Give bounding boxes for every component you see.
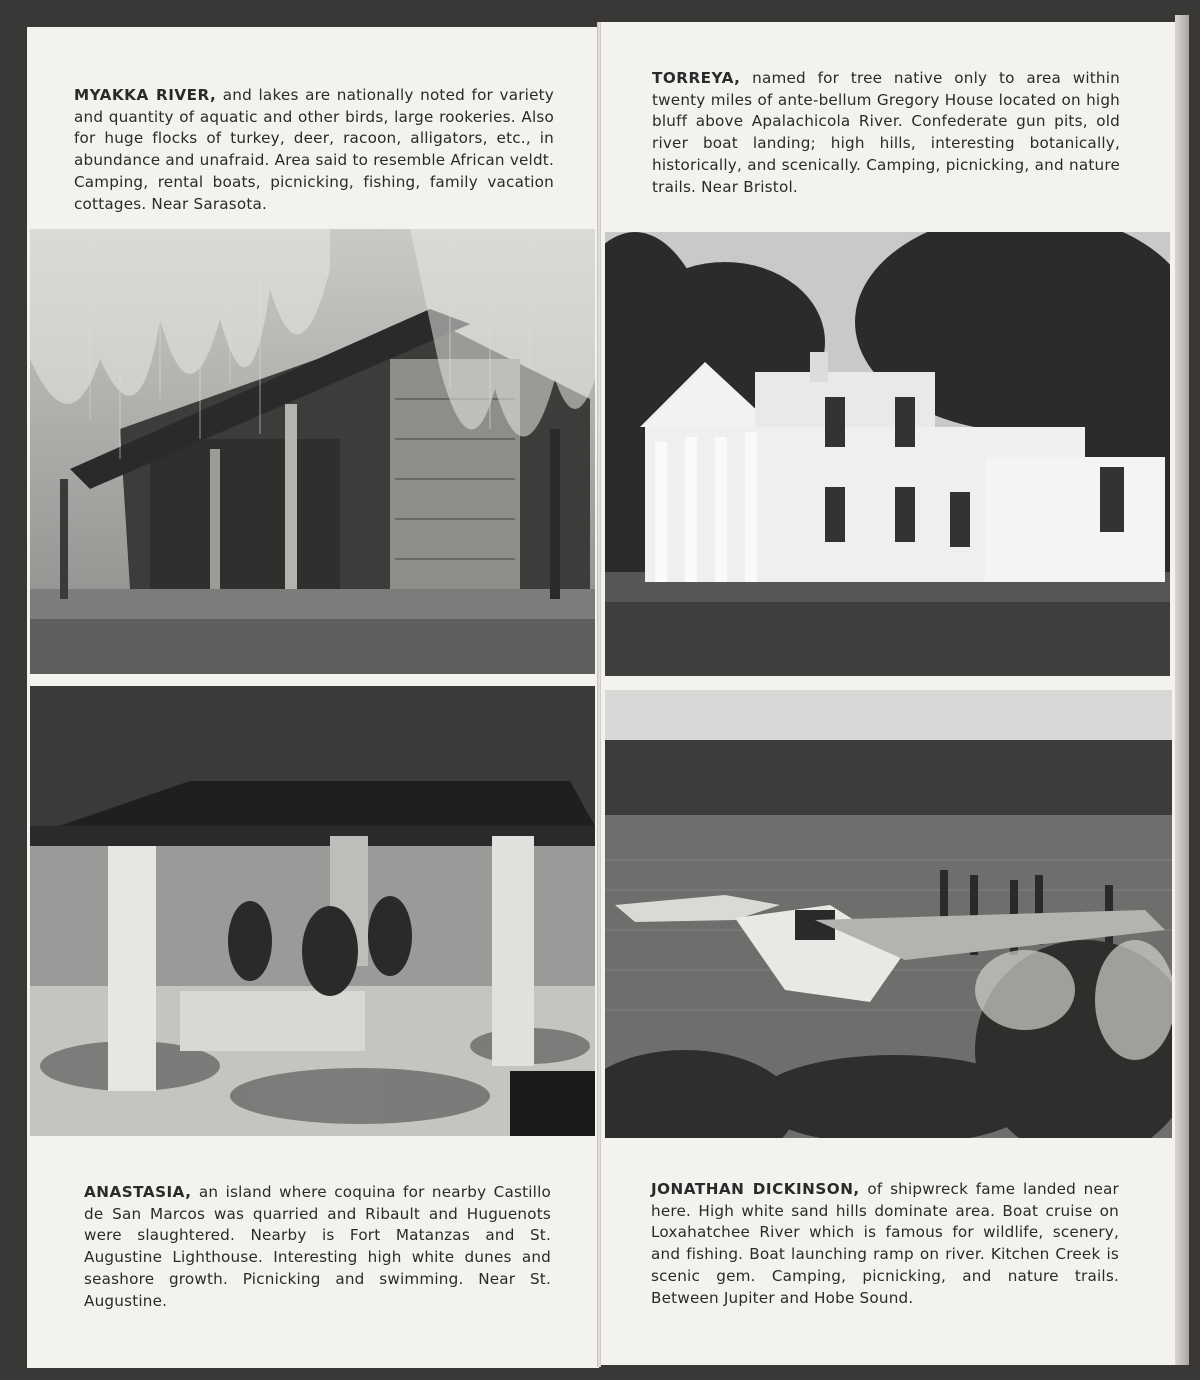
brochure-spine	[597, 22, 601, 1367]
myakka-description	[74, 85, 554, 215]
jonathan-dickinson-description	[651, 1179, 1119, 1309]
torreya-description	[652, 68, 1120, 198]
jonathan-dickinson-heading: JONATHAN DICKINSON,	[651, 1180, 860, 1198]
anastasia-description	[84, 1182, 551, 1312]
torreya-heading: TORREYA,	[652, 69, 741, 87]
myakka-body: and lakes are nationally noted for variety and quantity of aquatic and other birds, large rookeries. Also for huge flocks of turkey, deer, racoon, alligators, etc., in abundance and unafraid. Area said to resemble African veldt. Camping, rental boats, picnicking, fishing, family vacation cottages. Near Sarasota.	[74, 86, 554, 213]
torreya-gregory-house-photo	[605, 232, 1170, 676]
jonathan-dickinson-river-photo	[605, 690, 1172, 1138]
torreya-body: named for tree native only to area within twenty miles of ante-bellum Gregory House located on high bluff above Apalachicola River. Confederate gun pits, old river boat landing; high hills, interesting botanically, historically, and scenically. Camping, picnicking, and nature trails. Near Bristol.	[652, 69, 1121, 196]
anastasia-picnic-shelter-photo	[30, 686, 595, 1136]
myakka-cabin-photo	[30, 229, 595, 674]
jonathan-dickinson-body: of shipwreck fame landed near here. High white sand hills dominate area. Boat cruise on Loxahatchee River which is famous for wildlife, scenery, and fishing. Boat launching ramp on river. Kitchen Creek is scenic gem. Camping, picnicking, and nature trails. Between Jupiter and Hobe Sound.	[651, 1180, 1119, 1307]
anastasia-heading: ANASTASIA,	[84, 1183, 192, 1201]
page-edge	[1175, 15, 1189, 1365]
anastasia-body: an island where coquina for nearby Castillo de San Marcos was quarried and Ribault and Huguenots were slaughtered. Nearby is Fort Matanzas and St. Augustine Lighthouse. Interesting high white dunes and seashore growth. Picnicking and swimming. Near St. Augustine.	[84, 1183, 552, 1310]
myakka-heading: MYAKKA RIVER,	[74, 86, 217, 104]
